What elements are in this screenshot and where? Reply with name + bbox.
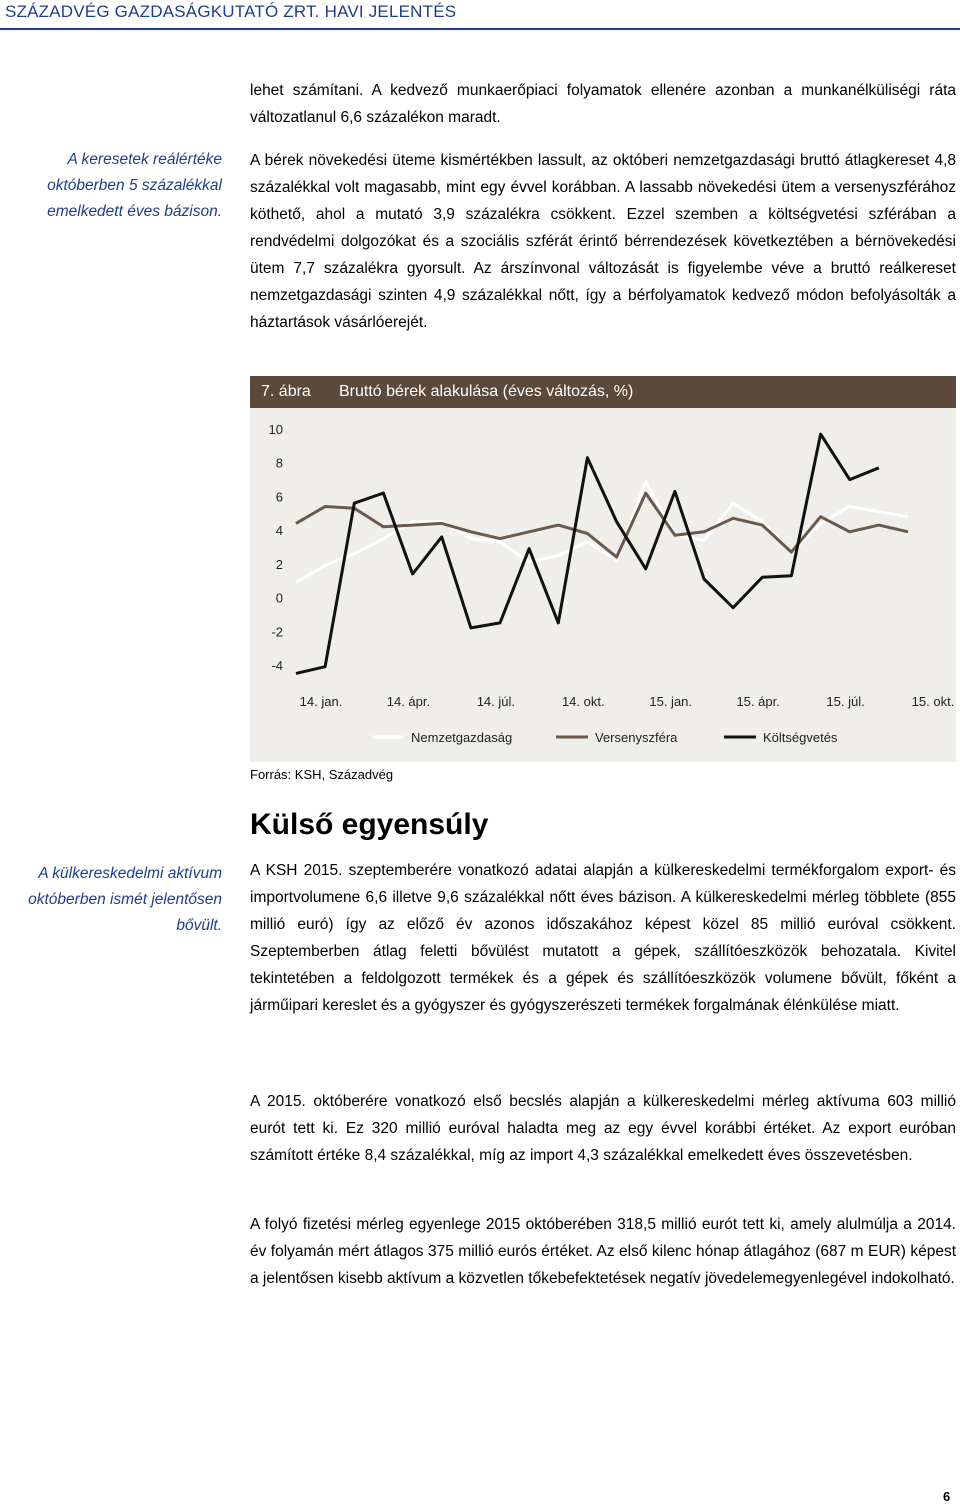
report-title: SZÁZADVÉG GAZDASÁGKUTATÓ ZRT. HAVI JELENTÉS (5, 2, 457, 21)
legend-label-k-lts-gvet-s: Költségvetés (763, 730, 838, 745)
paragraph-trade-october: A 2015. októberére vonatkozó első becslés alapján a külkereskedelmi mérleg aktívuma 603 millió eurót tett ki. Ez 320 millió euróval haladta meg az egy évvel korábbi értéket. Az export euróban számított értéke 8,4 százalékkal, míg az import 4,3 százalékkal emelkedett éves összevetésben. (250, 1093, 956, 1164)
x-tick-label: 14. okt. (561, 694, 605, 709)
figure-title-bar (250, 376, 956, 408)
series-line-k-lts-gvet-s (296, 434, 879, 673)
x-tick-label: 15. júl. (826, 694, 865, 709)
x-tick-label: 15. okt. (911, 694, 955, 709)
paragraph-trade-september: A KSH 2015. szeptemberére vonatkozó adatai alapján a külkereskedelmi termékforgalom export- és importvolumene 6,6 illetve 9,6 százalékkal nőtt éves bázison. A külkereskedelmi mérleg többlete (855 millió euró) így az előző év azonos időszakához képest közel 85 millió euróval csökkent. Szeptemberben átlag feletti bővülést mutatott a gépek, szállítóeszközök behozatala. Kivitel tekintetében a feldolgozott termékek és a gépek és szállítóeszközök volumene bővült, főként a járműipari kereslet és a gyógyszer és gyógyszerészeti termékek forgalmának élénkülése miatt. (250, 862, 956, 1014)
header-divider (0, 28, 960, 30)
paragraph-unemployment: lehet számítani. A kedvező munkaerőpiaci folyamatok ellenére azonban a munkanélküliségi ráta változatlanul 6,6 százalékon maradt. (250, 82, 956, 126)
y-tick-label: -4 (271, 658, 283, 673)
x-tick-label: 15. jan. (649, 694, 693, 709)
x-tick-label: 14. jan. (299, 694, 343, 709)
paragraph-current-account: A folyó fizetési mérleg egyenlege 2015 októberében 318,5 millió eurót tett ki, amely alulmúlja a 2014. év folyamán mért átlagos 375 millió eurós értéket. Az első kilenc hónap átlagához (687 m EUR) képest a jelentősen kisebb aktívum a közvetlen tőkebefektetések negatív jövedelemegyenlegével indokolható. (250, 1216, 956, 1287)
y-tick-label: 2 (275, 556, 283, 572)
y-tick-label: -2 (271, 624, 283, 640)
legend-label-nemzetgazdas-g: Nemzetgazdaság (411, 730, 513, 745)
sidenote-trade: A külkereskedelmi aktívum októberben ismét jelentősen bővült. (28, 865, 222, 934)
y-tick-label: 4 (275, 523, 283, 539)
paragraph-wages: A bérek növekedési üteme kismértékben lassult, az októberi nemzetgazdasági bruttó átlagkereset 4,8 százalékkal volt magasabb, mint egy évvel korábban. A lassabb növekedési ütem a versenyszférához köthető, ahol a mutató 3,9 százalékra csökkent. Ezzel szemben a költségvetési szférában a rendvédelmi dolgozókat és a szociális szférát érintő bérrendezések következtében a bérnövekedési ütem 7,7 százalékra gyorsult. Az árszínvonal változását is figyelembe véve a bruttó reálkereset nemzetgazdasági szinten 4,9 százalékkal nőtt, így a bérfolyamatok kedvező módon befolyásolták a háztartások vásárlóerejét. (250, 152, 956, 331)
legend-label-versenyszf-ra: Versenyszféra (595, 730, 678, 745)
figure-source: Forrás: KSH, Századvég (250, 767, 394, 782)
y-tick-label: 0 (275, 590, 283, 606)
wage-chart (250, 408, 956, 762)
page-number: 6 (943, 1489, 951, 1504)
y-tick-label: 8 (275, 455, 283, 471)
wage-chart-svg (250, 408, 956, 762)
x-tick-label: 15. ápr. (736, 694, 780, 709)
x-tick-label: 14. ápr. (386, 694, 431, 709)
figure-number: 7. ábra (261, 383, 311, 400)
y-tick-label: 6 (275, 489, 283, 505)
x-tick-label: 14. júl. (476, 694, 516, 709)
section-title: Külső egyensúly (250, 808, 489, 841)
y-tick-label: 10 (268, 422, 283, 437)
figure-title: Bruttó bérek alakulása (éves változás, %) (339, 383, 634, 400)
sidenote-wages: A keresetek reálértéke októberben 5 százalékkal emelkedett éves bázison. (47, 151, 222, 220)
series-line-nemzetgazdas-g (296, 481, 908, 582)
